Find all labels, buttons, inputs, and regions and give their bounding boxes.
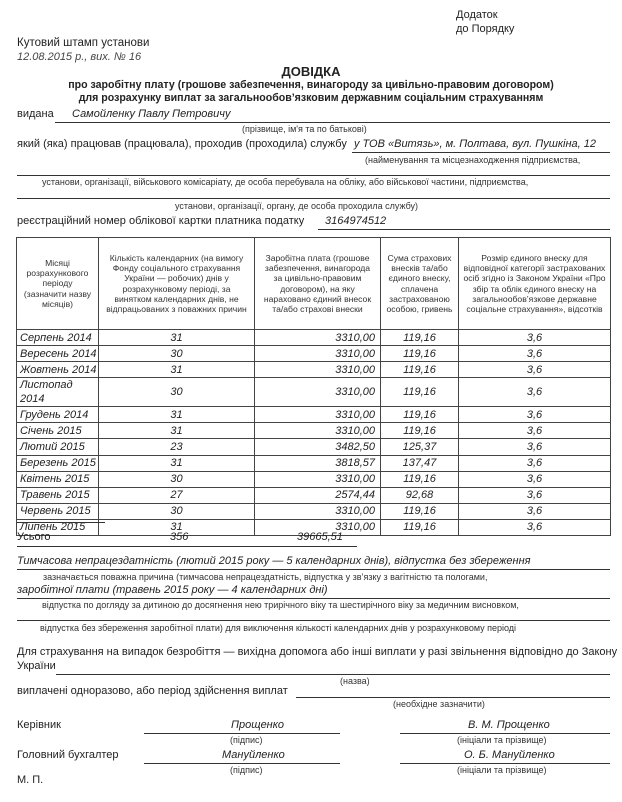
cell-days: 31: [99, 455, 255, 471]
cell-month: Червень 2015: [17, 503, 99, 519]
table-row: [17, 362, 611, 378]
cell-days: 31: [99, 519, 255, 535]
header-months: Місяці розрахункового періоду (зазначити назву місяців): [17, 238, 99, 330]
cell-salary: 3310,00: [255, 378, 381, 407]
workplace-underline: [352, 152, 610, 153]
reason-line3: [17, 620, 610, 621]
cell-month: Листопад 2014: [17, 378, 99, 407]
page-title: ДОВІДКА: [281, 64, 341, 79]
accountant-signature: Мануйленко: [222, 749, 285, 761]
head-sign-line: [144, 733, 340, 734]
head-name-line: [400, 733, 610, 734]
taxpayer-label: реєстраційний номер облікової картки платника податку: [17, 215, 305, 227]
table-row: [17, 487, 611, 503]
cell-month: Грудень 2014: [17, 407, 99, 423]
reason-value1: Тимчасова непрацездатність (лютий 2015 року — 5 календарних днів), відпустка без збереження: [17, 555, 531, 567]
table-row: [17, 439, 611, 455]
taxpayer-underline: [318, 229, 610, 230]
head-sign-caption: (підпис): [230, 735, 263, 745]
head-label: Керівник: [17, 719, 61, 731]
cell-salary: 3482,50: [255, 439, 381, 455]
cell-days: 30: [99, 503, 255, 519]
cell-contribution: 119,16: [381, 503, 459, 519]
unemployment-paid-label: виплачені одноразово, або період здійснення виплат: [17, 685, 288, 697]
table-row: [17, 455, 611, 471]
cell-contribution: 119,16: [381, 330, 459, 346]
issued-underline: [55, 122, 610, 123]
table-row: [17, 330, 611, 346]
reason-caption3: відпустка без збереження заробітної плати) для виключення кількості календарних днів у розрахунковому періоді: [40, 623, 517, 633]
header-contributions: Сума страхових внесків та/або єдиного внеску, сплачена застрахованою особою, гривень: [381, 238, 459, 330]
cell-rate: 3,6: [459, 519, 611, 535]
cell-salary: 3818,57: [255, 455, 381, 471]
cell-month: Січень 2015: [17, 423, 99, 439]
cell-rate: 3,6: [459, 362, 611, 378]
cell-salary: 3310,00: [255, 346, 381, 362]
unemployment-name-caption: (назва): [340, 676, 370, 686]
unemployment-paid-line: [296, 697, 610, 698]
cell-rate: 3,6: [459, 487, 611, 503]
accountant-label: Головний бухгалтер: [17, 749, 119, 761]
reason-line2: [17, 598, 610, 599]
reason-line1: [17, 569, 610, 570]
totals-days: 356: [170, 531, 189, 543]
workplace-line3: [17, 198, 610, 199]
cell-month: Жовтень 2014: [17, 362, 99, 378]
subtitle-line2: для розрахунку виплат за загальнообов’язковим державним соціальним страхуванням: [78, 92, 544, 104]
unemployment-text: Для страхування на випадок безробіття — вихідна допомога або інші виплати у разі звільнення відповідно до Закону: [17, 646, 618, 658]
cell-month: Лютий 2015: [17, 439, 99, 455]
seal-placeholder: М. П.: [17, 774, 44, 786]
totals-underline: [17, 546, 357, 547]
cell-salary: 3310,00: [255, 330, 381, 346]
issued-label: видана: [17, 108, 54, 120]
reason-value2: заробітної плати (травень 2015 року — 4 календарних дні): [17, 584, 328, 596]
cell-contribution: 125,37: [381, 439, 459, 455]
header-salary: Заробітна плата (грошове забезпечення, винагорода за цивільно-правовим договором), на яку нараховано єдиний внесок та/або страхові внески: [255, 238, 381, 330]
issued-caption: (прізвище, ім'я та по батькові): [242, 124, 367, 134]
cell-month: Липень 2015: [17, 519, 99, 535]
issued-name: Самойленку Павлу Петровичу: [72, 108, 231, 120]
cell-salary: 3310,00: [255, 503, 381, 519]
cell-salary: 3310,00: [255, 471, 381, 487]
appendix-line2: до Порядку: [456, 23, 515, 35]
cell-days: 30: [99, 378, 255, 407]
workplace-caption2: установи, організації, військового комісаріату, де особа перебувала на обліку, або військової частини, підприємства,: [42, 177, 529, 187]
unemployment-name-line: [56, 674, 610, 675]
table-row: [17, 378, 611, 407]
cell-days: 30: [99, 471, 255, 487]
cell-days: 30: [99, 346, 255, 362]
header-rate: Розмір єдиного внеску для відповідної категорії застрахованих осіб згідно із Законом України «Про збір та облік єдиного внеску на загальнообов’язкове державне соціальне страхування», відсотків: [459, 238, 611, 330]
cell-month: Вересень 2014: [17, 346, 99, 362]
cell-contribution: 119,16: [381, 407, 459, 423]
cell-contribution: 119,16: [381, 346, 459, 362]
cell-month: Квітень 2015: [17, 471, 99, 487]
table-row: [17, 346, 611, 362]
cell-rate: 3,6: [459, 503, 611, 519]
stamp-label: Кутовий штамп установи: [17, 37, 150, 49]
table-row: [17, 423, 611, 439]
header-days: Кількість календарних (на вимогу Фонду соціального страхування України — робочих) днів у розрахунковому періоді, за винятком календарних днів, не відпрацьованих з поважних причин: [99, 238, 255, 330]
reason-caption2: відпустка по догляду за дитиною до досягнення нею трирічного віку та шестирічного віку за медичним висновком,: [42, 600, 519, 610]
appendix-line1: Додаток: [456, 9, 498, 21]
accountant-sign-caption: (підпис): [230, 765, 263, 775]
cell-salary: 3310,00: [255, 407, 381, 423]
cell-days: 31: [99, 362, 255, 378]
head-name-caption: (ініціали та прізвище): [457, 735, 547, 745]
cell-rate: 3,6: [459, 346, 611, 362]
accountant-name-line: [400, 763, 610, 764]
cell-salary: 3310,00: [255, 423, 381, 439]
accountant-name-caption: (ініціали та прізвище): [457, 765, 547, 775]
cell-contribution: 137,47: [381, 455, 459, 471]
table-row: [17, 471, 611, 487]
taxpayer-number: 3164974512: [325, 215, 387, 227]
cell-salary: 3310,00: [255, 362, 381, 378]
cell-days: 31: [99, 423, 255, 439]
table-row: [17, 503, 611, 519]
subtitle-line1: про заробітну плату (грошове забезпечення, винагороду за цивільно-правовим договором): [68, 79, 554, 91]
cell-rate: 3,6: [459, 439, 611, 455]
reason-caption1: зазначається поважна причина (тимчасова непрацездатність, відпустка у зв’язку з вагітністю та пологами,: [43, 572, 488, 582]
cell-contribution: 119,16: [381, 471, 459, 487]
totals-label: Усього: [17, 531, 51, 543]
table-row: [17, 407, 611, 423]
unemployment-text2: України: [17, 660, 56, 672]
cell-contribution: 119,16: [381, 519, 459, 535]
stamp-date-ref: 12.08.2015 р., вих. № 16: [17, 51, 142, 63]
cell-rate: 3,6: [459, 471, 611, 487]
cell-month: Березень 2015: [17, 455, 99, 471]
unemployment-paid-caption: (необхідне зазначити): [393, 699, 485, 709]
totals-short-line: [17, 522, 105, 523]
workplace-caption3: установи, організації, органу, де особа проходила службу): [175, 201, 419, 211]
workplace-line2: [17, 175, 610, 176]
cell-month: Травень 2015: [17, 487, 99, 503]
head-full-name: В. М. Прощенко: [468, 719, 550, 731]
cell-month: Серпень 2014: [17, 330, 99, 346]
cell-salary: 2574,44: [255, 487, 381, 503]
cell-rate: 3,6: [459, 330, 611, 346]
cell-contribution: 119,16: [381, 378, 459, 407]
table-header-row: [17, 238, 611, 330]
accountant-full-name: О. Б. Мануйленко: [464, 749, 555, 761]
cell-days: 27: [99, 487, 255, 503]
cell-rate: 3,6: [459, 407, 611, 423]
salary-table: [16, 237, 611, 536]
cell-rate: 3,6: [459, 455, 611, 471]
accountant-sign-line: [144, 763, 340, 764]
cell-rate: 3,6: [459, 378, 611, 407]
cell-days: 31: [99, 330, 255, 346]
cell-contribution: 119,16: [381, 362, 459, 378]
cell-days: 23: [99, 439, 255, 455]
workplace-caption1: (найменування та місцезнаходження підприємства,: [365, 155, 581, 165]
cell-days: 31: [99, 407, 255, 423]
head-signature: Прощенко: [231, 719, 285, 731]
cell-salary: 3310,00: [255, 519, 381, 535]
cell-rate: 3,6: [459, 423, 611, 439]
cell-contribution: 92,68: [381, 487, 459, 503]
workplace-value: у ТОВ «Витязь», м. Полтава, вул. Пушкіна, 12: [354, 138, 597, 150]
workplace-label: який (яка) працював (працювала), проходив (проходила) службу: [17, 138, 347, 150]
totals-salary: 39665,51: [297, 531, 343, 543]
cell-contribution: 119,16: [381, 423, 459, 439]
